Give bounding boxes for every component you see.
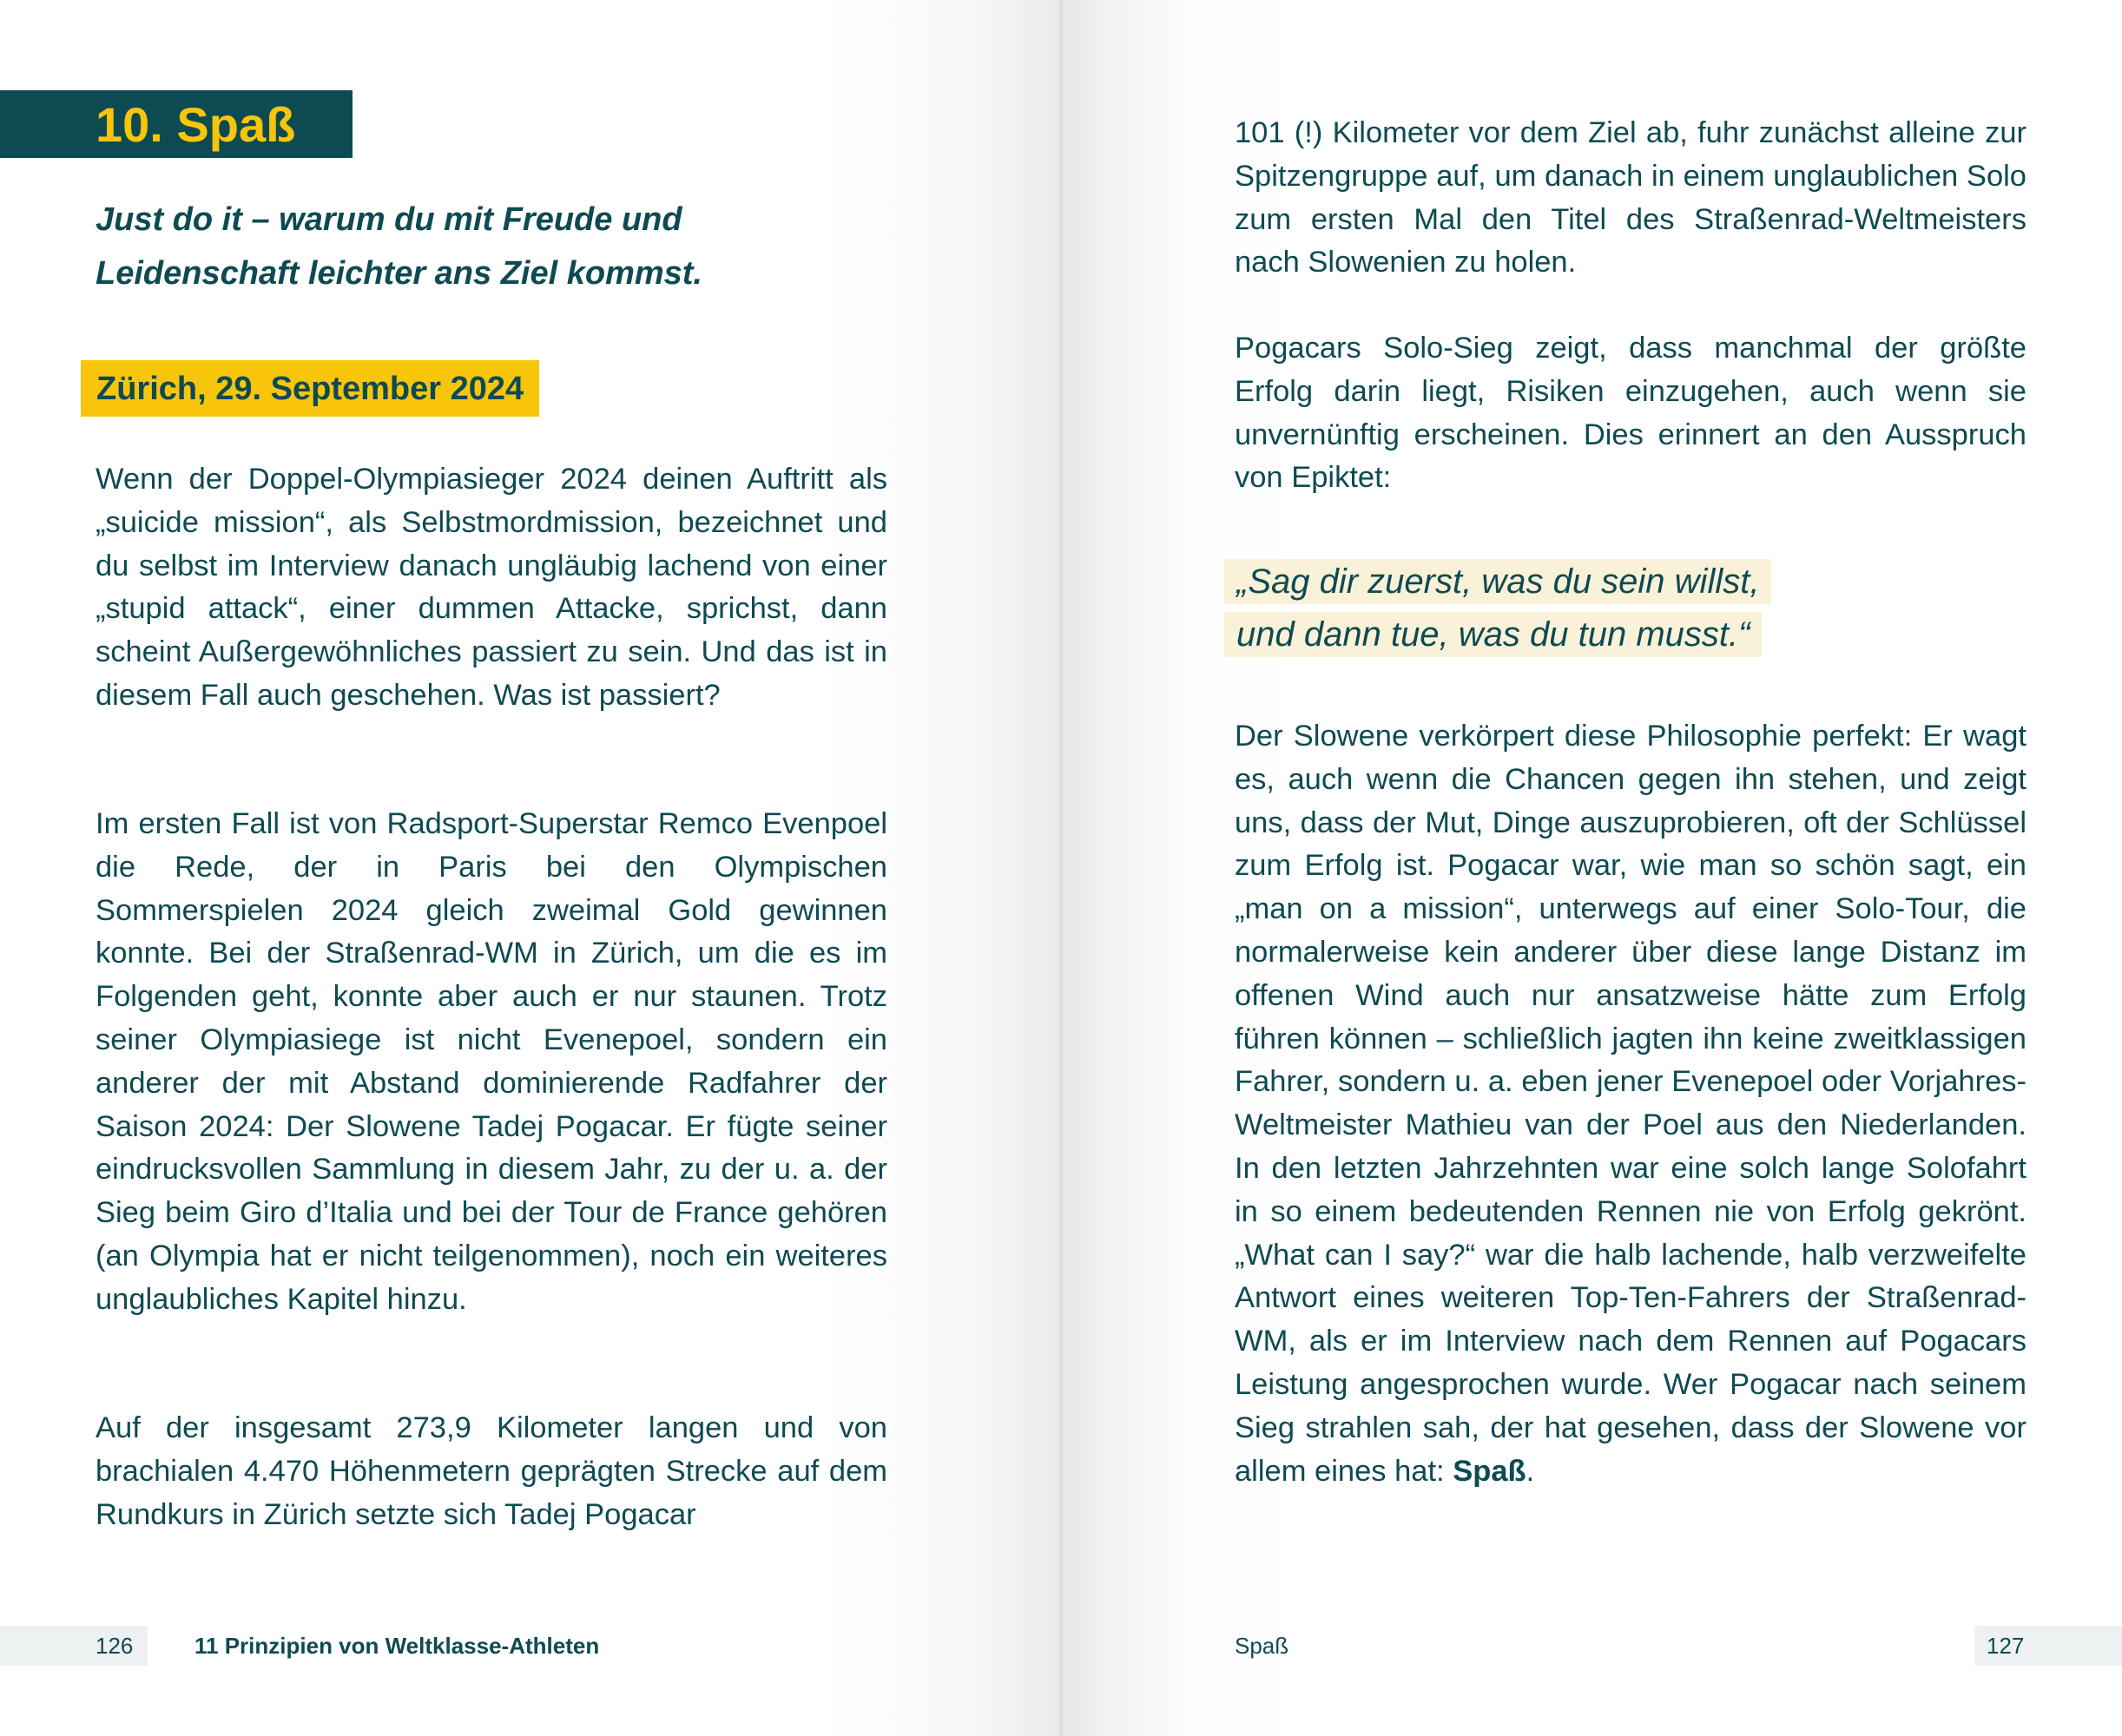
page-number: 127: [1987, 1633, 2025, 1659]
running-head: Spaß: [1235, 1633, 1289, 1659]
epictetus-quote: [1224, 556, 2006, 661]
book-title-footer: 11 Prinzipien von Weltklasse-Athleten: [194, 1633, 600, 1659]
quote-line: und dann tue, was du tun musst.“: [1224, 612, 1762, 657]
place-date-label: Zürich, 29. September 2024: [81, 360, 539, 417]
body-paragraph: Wenn der Doppel-Olympiasieger 2024 deinen Auftritt als „suicide mission“, als Selbstmordmission, bezeichnet und du selbst im Interview danach ungläubig lachend von einer „stupid attack“, einer dummen Attacke, sprichst, dann scheint Außergewöhnliches passiert zu sein. Und das ist in diesem Fall auch geschehen. Was ist passiert?: [96, 463, 887, 712]
page-number: 126: [96, 1633, 134, 1659]
closing-punctuation: .: [1526, 1454, 1535, 1488]
paragraph-text: Der Slowene verkörpert diese Philosophie perfekt: Er wagt es, auch wenn die Chancen gegen ihn stehen, und zeigt uns, dass der Mut, Dinge auszuprobieren, oft der Schlüssel zum Erfolg ist. Pogacar war, wie man so schön sagt, ein „man on a mission“, unterwegs auf einer Solo-Tour, die normalerweise kein anderer über diese lange Distanz im offenen Wind auch nur ansatzweise hätte zum Erfolg führen können – schließlich jagten ihn keine zweitklassigen Fahrer, sondern u. a. eben jener Evenepoel oder Vorjahres-Weltmeister Mathieu van der Poel aus den Niederlanden. In den letzten Jahrzehnten war eine solch lange Solofahrt in so einem bedeutenden Rennen nie von Erfolg gekrönt. „What can I say?“ war die halb lachende, halb verzweifelte Antwort eines weiteren Top-Ten-Fahrers der Straßenrad-WM, als er im Interview nach dem Rennen auf Pogacars Leistung angesprochen wurde. Wer Pogacar nach seinem Sieg strahlen sah, der hat gesehen, dass der Slowene vor allem eines hat:: [1235, 720, 2026, 1488]
body-paragraph: Auf der insgesamt 273,9 Kilometer langen und von brachialen 4.470 Höhenmetern geprägten Strecke auf dem Rundkurs in Zürich setzte sich Tadej Pogacar: [96, 1411, 887, 1531]
chapter-subtitle: [96, 193, 877, 300]
body-paragraph: Im ersten Fall ist von Radsport-Superstar Remco Evenpoel die Rede, der in Paris bei den Olympischen Sommerspielen 2024 gleich zweimal Gold gewinnen konnte. Bei der Straßenrad-WM in Zürich, um die es im Folgenden geht, konnte aber auch er nur staunen. Trotz seiner Olympiasiege ist nicht Evenepoel, sondern ein anderer der mit Abstand dominierende Radfahrer der Saison 2024: Der Slowene Tadej Pogacar. Er fügte seiner eindrucksvollen Sammlung in diesem Jahr, zu der u. a. der Sieg beim Giro d’Italia und bei der Tour de France gehören (an Olympia hat er nicht teilgenommen), noch ein weiteres unglaubliches Kapitel hinzu.: [96, 807, 887, 1316]
body-paragraph: Pogacars Solo-Sieg zeigt, dass manchmal der größte Erfolg darin liegt, Risiken einzugehen, auch wenn sie unvernünftig erscheinen. Dies erinnert an den Ausspruch von Epiktet:: [1235, 332, 2026, 495]
body-paragraph: 101 (!) Kilometer vor dem Ziel ab, fuhr zunächst alleine zur Spitzengruppe auf, um danach in einem unglaublichen Solo zum ersten Mal den Titel des Straßenrad-Weltmeisters nach Slowenien zu holen.: [1235, 116, 2026, 279]
subtitle-line: Leidenschaft leichter ans Ziel kommst.: [96, 255, 702, 292]
quote-line: „Sag dir zuerst, was du sein willst,: [1224, 559, 1771, 604]
body-paragraph: [1235, 715, 2026, 1493]
subtitle-line: Just do it – warum du mit Freude und: [96, 201, 682, 238]
chapter-title: 10. Spaß: [96, 97, 296, 152]
closing-emphasis: Spaß: [1453, 1454, 1526, 1488]
gutter-fold: [1059, 0, 1063, 1736]
